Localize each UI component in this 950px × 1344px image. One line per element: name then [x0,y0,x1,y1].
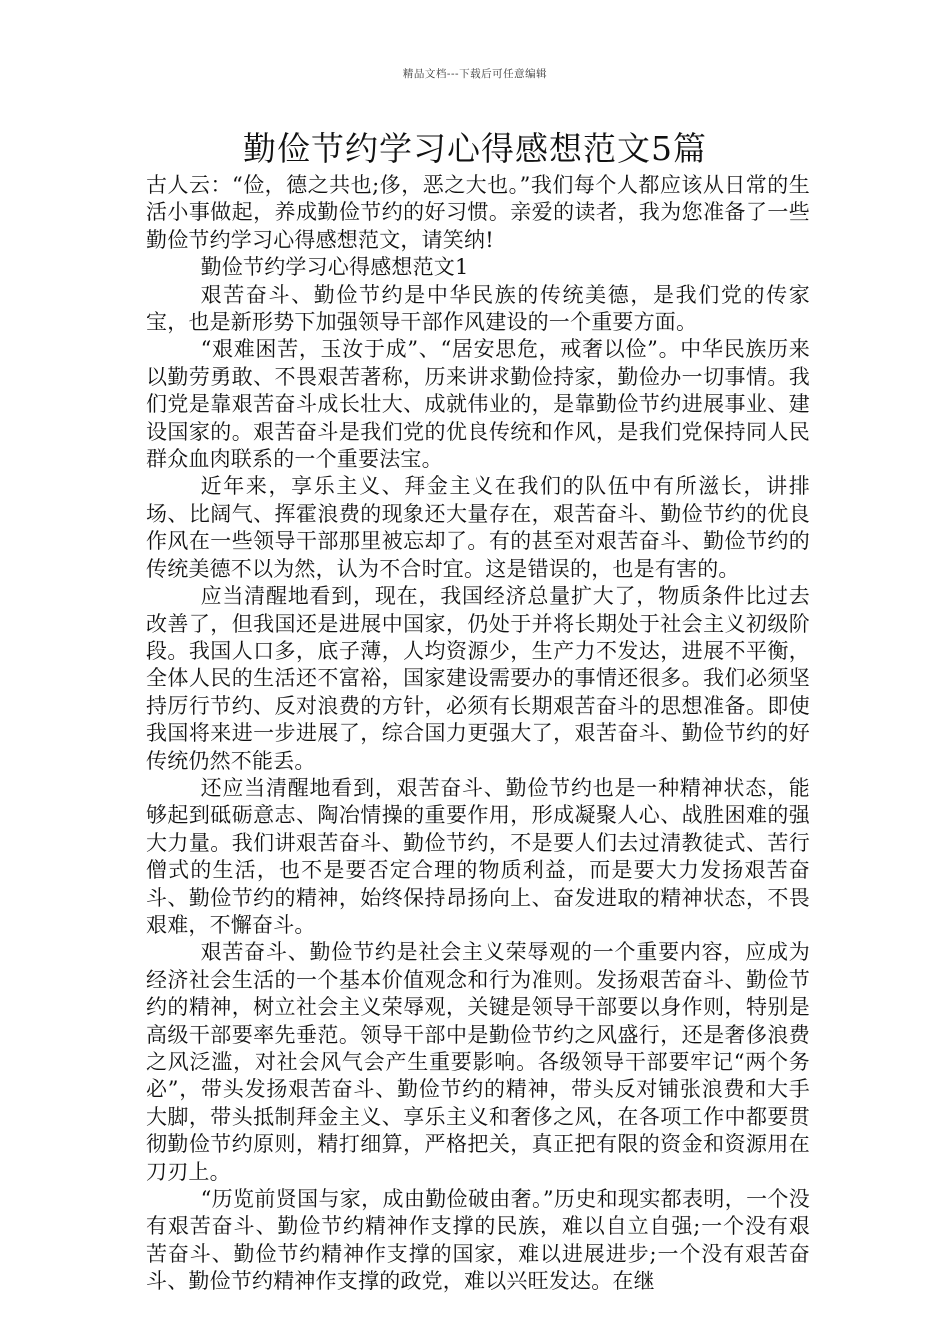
document-body [146,172,810,1296]
body-paragraph: 还应当清醒地看到，艰苦奋斗、勤俭节约也是一种精神状态，能够起到砥砺意志、陶冶情操的重要作用，形成凝聚人心、战胜困难的强大力量。我们讲艰苦奋斗、勤俭节约，不是要人们去过清教徒式、苦行僧式的生活，也不是要否定合理的物质利益，而是要大力发扬艰苦奋斗、勤俭节约的精神，始终保持昂扬向上、奋发进取的精神状态，不畏艰难，不懈奋斗。 [146,775,810,937]
section-heading: 勤俭节约学习心得感想范文1 [200,255,469,280]
body-paragraph: 应当清醒地看到，现在，我国经济总量扩大了，物质条件比过去改善了，但我国还是进展中国家，仍处于并将长期处于社会主义初级阶段。我国人口多，底子薄，人均资源少，生产力不发达，进展不平衡，全体人民的生活还不富裕，国家建设需要办的事情还很多。我们必须坚持厉行节约、反对浪费的方针，必须有长期艰苦奋斗的思想准备。即使我国将来进一步进展了，综合国力更强大了，艰苦奋斗、勤俭节约的好传统仍然不能丢。 [146,584,810,773]
body-paragraph: 近年来，享乐主义、拜金主义在我们的队伍中有所滋长，讲排场、比阔气、挥霍浪费的现象还大量存在，艰苦奋斗、勤俭节约的优良作风在一些领导干部那里被忘却了。有的甚至对艰苦奋斗、勤俭节约的传统美德不以为然，认为不合时宜。这是错误的，也是有害的。 [146,474,810,581]
body-paragraph: 艰苦奋斗、勤俭节约是中华民族的传统美德，是我们党的传家宝，也是新形势下加强领导干部作风建设的一个重要方面。 [146,282,810,335]
body-paragraph: “历览前贤国与家，成由勤俭破由奢。”历史和现实都表明，一个没有艰苦奋斗、勤俭节约精神作支撑的民族，难以自立自强;一个没有艰苦奋斗、勤俭节约精神作支撑的国家，难以进展进步;一个没有艰苦奋斗、勤俭节约精神作支撑的政党，难以兴旺发达。在继 [146,1187,810,1294]
header-note: 精品文档---下载后可任意编辑 [402,68,548,80]
body-paragraph: “艰难困苦，玉汝于成”、“居安思危，戒奢以俭”。中华民族历来以勤劳勇敢、不畏艰苦著称，历来讲求勤俭持家，勤俭办一切事情。我们党是靠艰苦奋斗成长壮大、成就伟业的，是靠勤俭节约进展事业、建设国家的。艰苦奋斗是我们党的优良传统和作风，是我们党保持同人民群众血肉联系的一个重要法宝。 [146,337,810,472]
intro-paragraph: 古人云：“俭，德之共也;侈，恶之大也。”我们每个人都应该从日常的生活小事做起，养成勤俭节约的好习惯。亲爱的读者，我为您准备了一些勤俭节约学习心得感想范文，请笑纳! [146,173,810,252]
body-paragraph: 艰苦奋斗、勤俭节约是社会主义荣辱观的一个重要内容，应成为经济社会生活的一个基本价值观念和行为准则。发扬艰苦奋斗、勤俭节约的精神，树立社会主义荣辱观，关键是领导干部要以身作则，特别是高级干部要率先垂范。领导干部中是勤俭节约之风盛行，还是奢侈浪费之风泛滥，对社会风气会产生重要影响。各级领导干部要牢记“两个务必”，带头发扬艰苦奋斗、勤俭节约的精神，带头反对铺张浪费和大手大脚，带头抵制拜金主义、享乐主义和奢侈之风，在各项工作中都要贯彻勤俭节约原则，精打细算，严格把关，真正把有限的资金和资源用在刀刃上。 [146,940,810,1184]
document-title: 勤俭节约学习心得感想范文5篇 [243,129,707,168]
